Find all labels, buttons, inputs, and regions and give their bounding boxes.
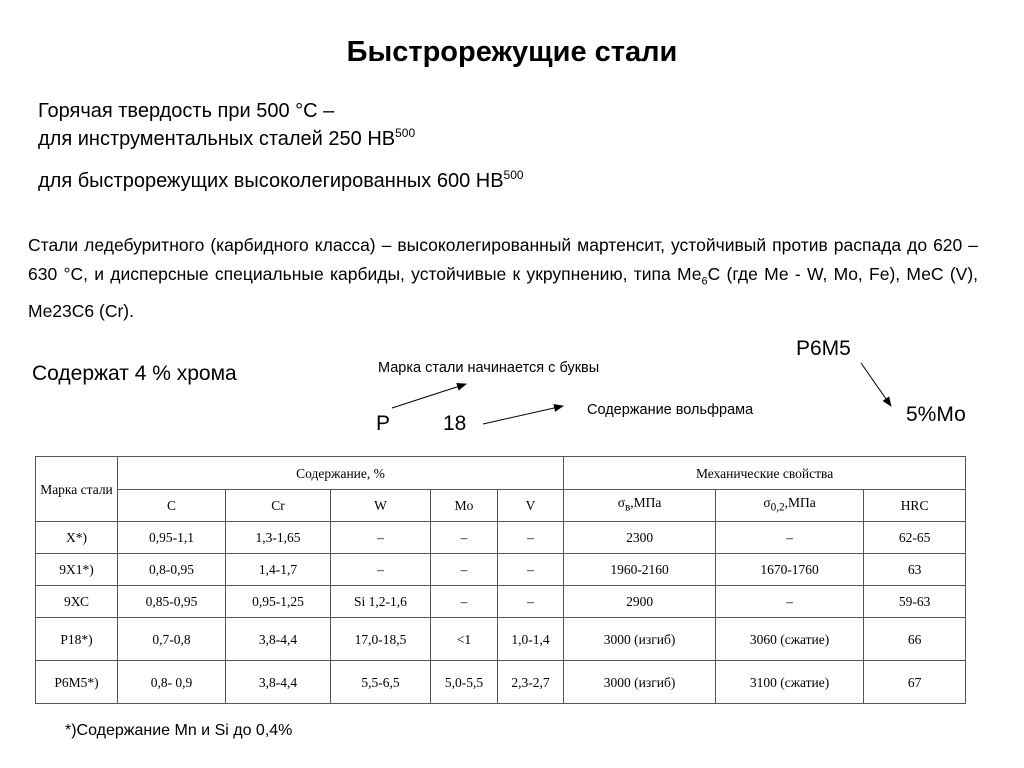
hot-hardness-line-2-text: для инструментальных сталей 250 НВ bbox=[38, 128, 396, 150]
table-row bbox=[36, 618, 966, 661]
grade-number: 18 bbox=[443, 412, 467, 435]
cell-sigma-02: 3060 (сжатие) bbox=[716, 618, 864, 661]
cell-c: 0,8-0,95 bbox=[118, 554, 226, 586]
cell-mo: 5,0-5,5 bbox=[431, 661, 498, 704]
header-hrc: HRC bbox=[864, 490, 966, 522]
cell-cr: 1,3-1,65 bbox=[226, 522, 331, 554]
cell-sigma-02: 3100 (сжатие) bbox=[716, 661, 864, 704]
chromium-note: Содержат 4 % хрома bbox=[32, 362, 237, 385]
cell-mo: <1 bbox=[431, 618, 498, 661]
cell-v: – bbox=[498, 586, 564, 618]
cell-mo: – bbox=[431, 554, 498, 586]
cell-cr: 1,4-1,7 bbox=[226, 554, 331, 586]
header-mechanical: Механические свойства bbox=[564, 457, 966, 490]
hot-hardness-line-2-sup: 500 bbox=[395, 126, 416, 140]
sigma-b-unit: ,МПа bbox=[630, 495, 662, 511]
header-sigma-02 bbox=[716, 490, 864, 522]
header-c: С bbox=[118, 490, 226, 522]
table-row bbox=[36, 661, 966, 704]
cell-cr: 3,8-4,4 bbox=[226, 618, 331, 661]
cell-hrc: 63 bbox=[864, 554, 966, 586]
hot-hardness-line-3 bbox=[38, 170, 524, 193]
cell-hrc: 59-63 bbox=[864, 586, 966, 618]
sigma-b-symbol: σ bbox=[617, 495, 625, 511]
hot-hardness-line-3-sup: 500 bbox=[503, 168, 524, 182]
letter-note: Марка стали начинается с буквы bbox=[378, 360, 600, 376]
hot-hardness-line-1: Горячая твердость при 500 °С – bbox=[38, 100, 335, 122]
cell-v: 2,3-2,7 bbox=[498, 661, 564, 704]
cell-w: – bbox=[331, 522, 431, 554]
cell-grade: 9Х1*) bbox=[36, 554, 118, 586]
cell-c: 0,8- 0,9 bbox=[118, 661, 226, 704]
table-row bbox=[36, 586, 966, 618]
cell-hrc: 66 bbox=[864, 618, 966, 661]
cell-v: – bbox=[498, 554, 564, 586]
steel-properties-table bbox=[35, 456, 966, 704]
cell-cr: 0,95-1,25 bbox=[226, 586, 331, 618]
cell-sigma-02: – bbox=[716, 586, 864, 618]
table-row bbox=[36, 554, 966, 586]
cell-grade: Х*) bbox=[36, 522, 118, 554]
molybdenum-note: 5%Мо bbox=[906, 403, 966, 426]
cell-v: – bbox=[498, 522, 564, 554]
hot-hardness-line-2 bbox=[38, 128, 415, 151]
header-v: V bbox=[498, 490, 564, 522]
footnote: *)Содержание Mn и Si до 0,4% bbox=[65, 722, 293, 739]
cell-grade: 9ХС bbox=[36, 586, 118, 618]
table-row bbox=[36, 522, 966, 554]
cell-c: 0,7-0,8 bbox=[118, 618, 226, 661]
sigma-02-symbol: σ bbox=[763, 495, 771, 511]
cell-sigma-b: 2300 bbox=[564, 522, 716, 554]
sigma-02-unit: ,МПа bbox=[784, 495, 816, 511]
cell-sigma-b: 2900 bbox=[564, 586, 716, 618]
cell-v: 1,0-1,4 bbox=[498, 618, 564, 661]
cell-hrc: 62-65 bbox=[864, 522, 966, 554]
sigma-b-subscript: в bbox=[624, 501, 631, 514]
hot-hardness-line-3-text: для быстрорежущих высоколегированных 600 НВ bbox=[38, 170, 504, 192]
ledeburitic-description bbox=[28, 231, 978, 326]
cell-cr: 3,8-4,4 bbox=[226, 661, 331, 704]
cell-w: – bbox=[331, 554, 431, 586]
table-header-row bbox=[36, 457, 966, 490]
cell-sigma-b: 3000 (изгиб) bbox=[564, 618, 716, 661]
tungsten-note: Содержание вольфрама bbox=[587, 402, 754, 418]
cell-mo: – bbox=[431, 586, 498, 618]
header-w: W bbox=[331, 490, 431, 522]
cell-hrc: 67 bbox=[864, 661, 966, 704]
cell-sigma-02: 1670-1760 bbox=[716, 554, 864, 586]
molybdenum-arrow bbox=[861, 363, 891, 406]
page-title: Быстрорежущие стали bbox=[346, 36, 678, 68]
paragraph-part-1: Стали ледебуритного (карбидного класса) – высоколегированный мартенсит, устойчивый против распада до 620 – 630 °С, и дисперсные специальные карбиды, устойчивые к укрупнению, типа Ме bbox=[28, 235, 978, 284]
header-content: Содержание, % bbox=[118, 457, 564, 490]
table-subheader-row bbox=[36, 490, 966, 522]
paragraph-part-2: С (где Ме - W, Mo, Fe), МеС (V), Me23C6 (Cr). bbox=[28, 264, 979, 321]
cell-sigma-02: – bbox=[716, 522, 864, 554]
cell-grade: Р18*) bbox=[36, 618, 118, 661]
cell-mo: – bbox=[431, 522, 498, 554]
cell-c: 0,95-1,1 bbox=[118, 522, 226, 554]
paragraph-subscript: 6 bbox=[701, 275, 708, 288]
header-mo: Mo bbox=[431, 490, 498, 522]
grade-letter: Р bbox=[376, 412, 391, 435]
tungsten-arrow bbox=[483, 406, 563, 424]
cell-w: Si 1,2-1,6 bbox=[331, 586, 431, 618]
header-cr: Cr bbox=[226, 490, 331, 522]
cell-w: 17,0-18,5 bbox=[331, 618, 431, 661]
grade-example: Р6М5 bbox=[796, 337, 851, 360]
letter-arrow bbox=[392, 384, 466, 408]
cell-sigma-b: 3000 (изгиб) bbox=[564, 661, 716, 704]
sigma-02-subscript: 0,2 bbox=[770, 501, 785, 514]
cell-w: 5,5-6,5 bbox=[331, 661, 431, 704]
header-sigma-b bbox=[564, 490, 716, 522]
cell-c: 0,85-0,95 bbox=[118, 586, 226, 618]
header-grade: Марка стали bbox=[36, 457, 118, 522]
cell-grade: Р6М5*) bbox=[36, 661, 118, 704]
cell-sigma-b: 1960-2160 bbox=[564, 554, 716, 586]
